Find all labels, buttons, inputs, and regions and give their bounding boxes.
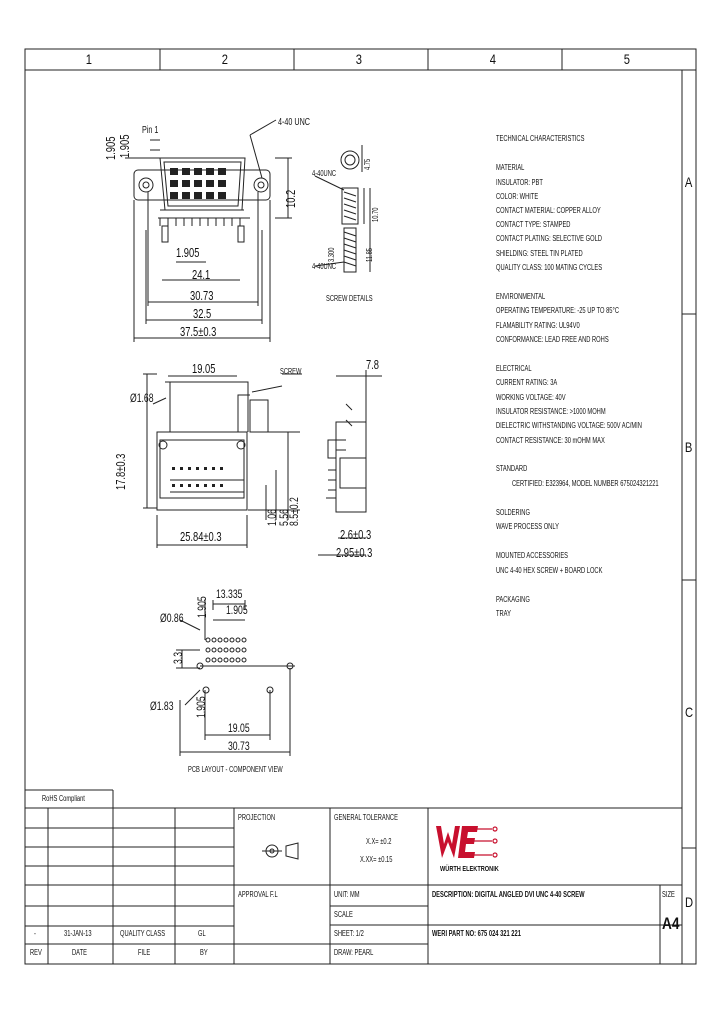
column-label-3: 3 (355, 51, 363, 67)
spec-line: STANDARD (496, 464, 528, 473)
dim-pcb-1905-b: 1.905 (195, 596, 209, 618)
file-header: FILE (138, 948, 151, 957)
screw-details-caption: SCREW DETAILS (326, 294, 373, 303)
dim-side-78: 7.8 (366, 357, 380, 372)
file-cell: QUALITY CLASS (120, 929, 166, 938)
row-label-c: C (685, 704, 694, 720)
dim-front-375: 37.5±0.3 (180, 324, 217, 339)
dim-screw-unc-b: 4-40UNC (312, 262, 337, 271)
spec-line: QUALITY CLASS: 100 MATING CYCLES (496, 263, 603, 272)
dim-pcb-086: Ø0.86 (160, 611, 184, 625)
scale-label: SCALE (334, 910, 353, 919)
dim-pcb-33: 3.3 (171, 651, 185, 664)
dim-bottom-178: 17.8±0.3 (113, 453, 128, 490)
tolerance-xx: X.XX= ±0.15 (360, 855, 393, 864)
column-label-2: 2 (221, 51, 229, 67)
spec-line: CONTACT MATERIAL: COPPER ALLOY (496, 206, 601, 215)
row-label-b: B (684, 439, 693, 455)
dim-front-1905-c: 1.905 (176, 245, 200, 260)
spec-line: ELECTRICAL (496, 364, 532, 373)
column-label-1: 1 (85, 51, 93, 67)
dim-screw-unc-a: 4-40UNC (312, 169, 337, 178)
rev-cell: - (34, 929, 36, 938)
spec-line: INSULATOR RESISTANCE: >1000 MOHM (496, 407, 606, 416)
dim-screw-475: 4.75 (363, 158, 372, 170)
spec-line: INSULATOR: PBT (496, 178, 543, 187)
spec-line: SHIELDING: STEEL TIN PLATED (496, 249, 583, 258)
spec-line: CONTACT PLATING: SELECTIVE GOLD (496, 234, 602, 243)
general-tolerance-label: GENERAL TOLERANCE (334, 813, 398, 822)
spec-line: CONTACT TYPE: STAMPED (496, 220, 571, 229)
dim-screw-1070: 10.70 (371, 207, 380, 222)
dim-front-unc: 4-40 UNC (278, 117, 311, 128)
part-number: WERI PART NO: 675 024 321 221 (432, 929, 521, 938)
spec-line: UNC 4-40 HEX SCREW + BOARD LOCK (496, 566, 603, 575)
wurth-logo-mark (436, 826, 497, 858)
dim-pcb-3073: 30.73 (228, 739, 250, 753)
dim-screw-1185: 11.85 (365, 248, 374, 262)
date-header: DATE (72, 948, 87, 957)
dim-side-26: 2.6±0.3 (340, 527, 372, 542)
dim-front-3073: 30.73 (190, 288, 214, 303)
dim-pcb-1905-c: 1.905 (194, 696, 208, 718)
dim-front-1905-b: 1.905 (117, 134, 132, 158)
dim-bottom-556: 5.56 (277, 509, 291, 526)
dim-pcb-1905-a: 1.905 (226, 603, 248, 617)
column-label-4: 4 (489, 51, 497, 67)
dim-front-1905-a: 1.905 (103, 136, 118, 160)
dim-bottom-106: 1.06 (265, 509, 279, 526)
spec-line: WORKING VOLTAGE: 40V (496, 393, 566, 402)
unit-label: UNIT: MM (334, 890, 360, 899)
sheet-label: SHEET: 1/2 (334, 929, 364, 938)
spec-line: SOLDERING (496, 508, 530, 517)
dim-front-241: 24.1 (192, 267, 211, 282)
size-label: SIZE (662, 890, 675, 899)
dim-bottom-168: Ø1.68 (130, 391, 154, 405)
by-header: BY (200, 948, 208, 957)
screw-label: SCREW (280, 367, 302, 376)
dim-bottom-1905: 19.05 (192, 361, 216, 376)
description: DESCRIPTION: DIGITAL ANGLED DVI UNC 4-40 SCREW (432, 890, 585, 899)
dim-pcb-13335: 13.335 (216, 587, 243, 601)
spec-line: TRAY (496, 609, 511, 618)
drawn-label: DRAW: PEARL (334, 948, 374, 957)
size-value: A4 (662, 914, 680, 933)
pin1-label: Pin 1 (142, 125, 159, 136)
dim-pcb-183: Ø1.83 (150, 699, 174, 713)
row-label-a: A (684, 174, 693, 190)
rev-header: REV (30, 948, 42, 957)
spec-line: FLAMABILITY RATING: UL94V0 (496, 321, 580, 330)
dim-screw-3300: 3.300 (327, 247, 336, 262)
wurth-logo-text: WÜRTH ELEKTRONIK (440, 866, 499, 873)
dim-side-295: 2.95±0.3 (336, 545, 373, 560)
spec-line: ENVIRONMENTAL (496, 292, 546, 301)
dim-front-102: 10.2 (283, 189, 298, 208)
spec-line: CURRENT RATING: 3A (496, 378, 558, 387)
pcb-layout-caption: PCB LAYOUT - COMPONENT VIEW (188, 765, 283, 774)
rohs-compliant: RoHS Compliant (42, 794, 85, 803)
spec-line: OPERATING TEMPERATURE: -25 UP TO 85°C (496, 306, 619, 315)
dim-bottom-85: 8.5±0.2 (287, 497, 301, 526)
spec-line: CONTACT RESISTANCE: 30 mOHM MAX (496, 436, 605, 445)
dim-front-325: 32.5 (193, 306, 212, 321)
by-cell: GL (198, 929, 206, 938)
projection-label: PROJECTION (238, 813, 276, 822)
spec-line: CONFORMANCE: LEAD FREE AND ROHS (496, 335, 609, 344)
specs-title: TECHNICAL CHARACTERISTICS (496, 134, 585, 143)
spec-line: DIELECTRIC WITHSTANDING VOLTAGE: 500V AC/MIN (496, 421, 642, 430)
column-label-5: 5 (623, 51, 631, 67)
spec-line: COLOR: WHITE (496, 192, 539, 201)
spec-line: WAVE PROCESS ONLY (496, 522, 559, 531)
spec-line: PACKAGING (496, 595, 530, 604)
tolerance-x: X.X= ±0.2 (366, 837, 392, 846)
date-cell: 31-JAN-13 (64, 929, 92, 938)
row-label-d: D (685, 894, 694, 910)
spec-line: MOUNTED ACCESSORIES (496, 551, 569, 560)
spec-line: CERTIFIED: E323964, MODEL NUMBER 675024321221 (512, 479, 659, 488)
dim-bottom-2584: 25.84±0.3 (180, 529, 222, 544)
approval-label: APPROVAL F.L (238, 890, 278, 899)
dim-pcb-1905-d: 19.05 (228, 721, 250, 735)
spec-line: MATERIAL (496, 163, 525, 172)
